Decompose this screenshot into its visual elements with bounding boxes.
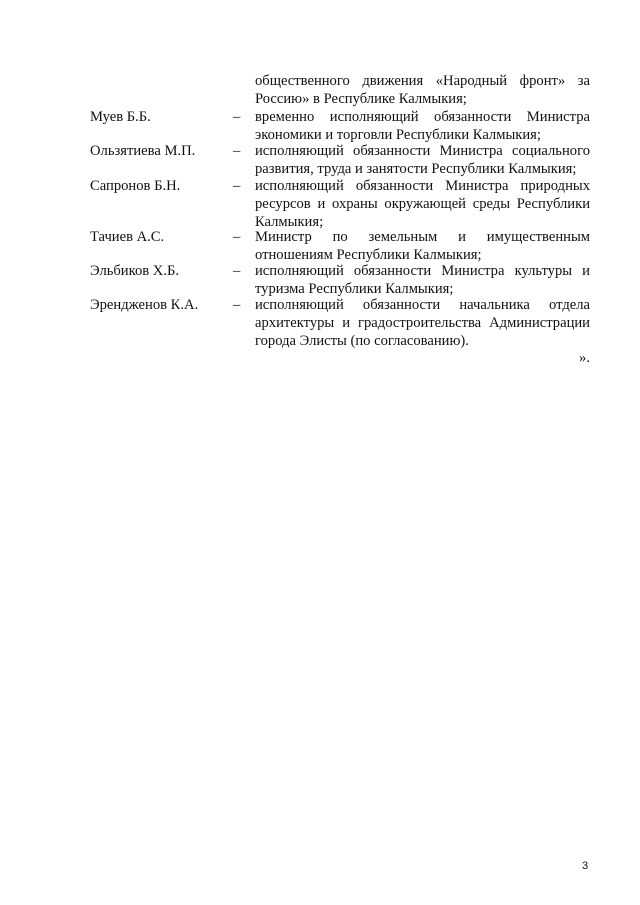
member-name: Тачиев А.С.: [90, 229, 165, 245]
entry-dash: –: [233, 263, 241, 279]
member-name: Эрендженов К.А.: [90, 297, 199, 313]
member-name: Сапронов Б.Н.: [90, 178, 181, 194]
entry-dash: –: [233, 178, 241, 194]
member-name: Эльбиков Х.Б.: [90, 263, 180, 279]
member-name: Муев Б.Б.: [90, 109, 151, 125]
continuation-line-2: Россию» в Республике Калмыкия;: [255, 91, 467, 107]
member-position: исполняющий обязанности Министра природных ресурсов и охраны окружающей среды Республики Калмыкия;: [255, 178, 590, 230]
member-position: исполняющий обязанности Министра культуры и туризма Республики Калмыкия;: [255, 263, 590, 297]
member-position: исполняющий обязанности начальника отдела архитектуры и градостроительства Администрации города Элисты (по согласованию).: [255, 297, 590, 349]
previous-entry-continuation: [255, 72, 590, 108]
member-name: Ользятиева М.П.: [90, 143, 196, 159]
closing-quote: ».: [579, 350, 590, 366]
member-position: исполняющий обязанности Министра социального развития, труда и занятости Республики Калмыкия;: [255, 143, 590, 177]
continuation-line-1: общественного движения «Народный фронт» за: [255, 73, 590, 89]
entry-dash: –: [233, 229, 241, 245]
member-position: Министр по земельным и имущественным отношениям Республики Калмыкия;: [255, 229, 590, 263]
member-position: временно исполняющий обязанности Министра экономики и торговли Республики Калмыкия;: [255, 109, 590, 143]
page-number: 3: [582, 860, 589, 872]
entry-dash: –: [233, 109, 241, 125]
entry-dash: –: [233, 297, 241, 313]
entry-dash: –: [233, 143, 241, 159]
